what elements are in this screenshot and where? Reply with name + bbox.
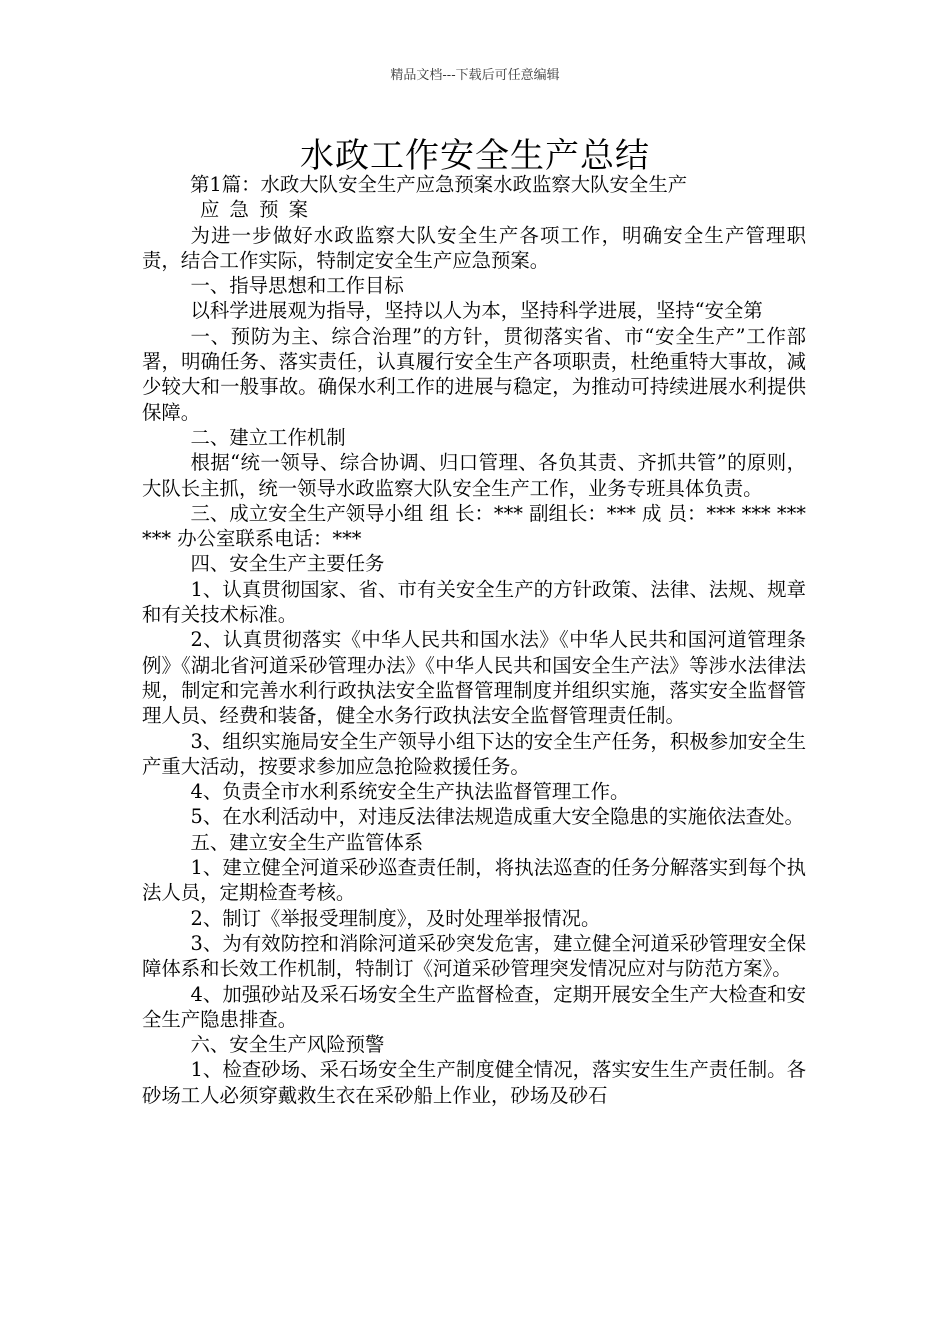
list-item: 2、制订《举报受理制度》，及时处理举报情况。	[190, 906, 601, 930]
list-item: 5、在水利活动中，对违反法律法规造成重大安全隐患的实施依法查处。	[190, 805, 804, 829]
list-item: 4、加强砂站及采石场安全生产监督检查，定期开展安全生产大检查和安全生产隐患排查。	[142, 982, 806, 1031]
list-item: 1、认真贯彻国家、省、市有关安全生产的方针政策、法律、法规、规章和有关技术标准。	[142, 577, 806, 627]
section-subtitle: 应 急 预 案	[200, 198, 311, 222]
section-heading: 一、指导思想和工作目标	[190, 274, 404, 298]
paragraph: 一、预防为主、综合治理”的方针，贯彻落实省、市“安全生产”工作部署，明确任务、落实责任，认真履行安全生产各项职责，杜绝重特大事故，减少较大和一般事故。确保水利工作的进展与稳定，为推动可持续进展水利提供保障。	[142, 324, 806, 424]
article-heading: 第1篇：水政大队安全生产应急预案水政监察大队安全生产	[190, 173, 688, 196]
paragraph: 根据“统一领导、综合协调、归口管理、各负其责、齐抓共管”的原则，大队长主抓，统一领导水政监察大队安全生产工作，业务专班具体负责。	[142, 451, 806, 500]
list-item: 1、检查砂场、采石场安全生产制度健全情况，落实安生生产责任制。各砂场工人必须穿戴救生衣在采砂船上作业，砂场及砂石	[142, 1058, 806, 1107]
list-item: 2、认真贯彻落实《中华人民共和国水法》《中华人民共和国河道管理条例》《湖北省河道采砂管理办法》《中华人民共和国安全生产法》等涉水法律法规，制定和完善水利行政执法安全监督管理制度并组织实施，落实安全监督管理人员、经费和装备，健全水务行政执法安全监督管理责任制。	[142, 628, 806, 728]
list-item: 3、为有效防控和消除河道采砂突发危害，建立健全河道采砂管理安全保障体系和长效工作机制，特制订《河道采砂管理突发情况应对与防范方案》。	[142, 931, 806, 981]
section-heading: 六、安全生产风险预警	[190, 1033, 385, 1057]
section-heading: 二、建立工作机制	[190, 425, 346, 449]
paragraph: 为进一步做好水政监察大队安全生产各项工作，明确安全生产管理职责，结合工作实际，特制定安全生产应急预案。	[142, 223, 806, 272]
list-item: 4、负责全市水利系统安全生产执法监督管理工作。	[190, 780, 630, 804]
paragraph: 三、成立安全生产领导小组 组 长：*** 副组长：*** 成 员：*** *** *** *** 办公室联系电话：***	[142, 501, 806, 551]
document-body	[142, 172, 806, 1108]
section-heading: 四、安全生产主要任务	[190, 552, 385, 576]
section-heading: 五、建立安全生产监管体系	[190, 830, 424, 854]
list-item: 1、建立健全河道采砂巡查责任制，将执法巡查的任务分解落实到每个执法人员，定期检查考核。	[142, 856, 806, 905]
list-item: 3、组织实施局安全生产领导小组下达的安全生产任务，积极参加安全生产重大活动，按要求参加应急抢险救援任务。	[142, 729, 806, 778]
paragraph: 以科学进展观为指导，坚持以人为本，坚持科学进展，坚持“安全第	[190, 299, 763, 323]
document-title: 水政工作安全生产总结	[300, 136, 650, 176]
page-header: 精品文档---下载后可任意编辑	[390, 68, 560, 83]
